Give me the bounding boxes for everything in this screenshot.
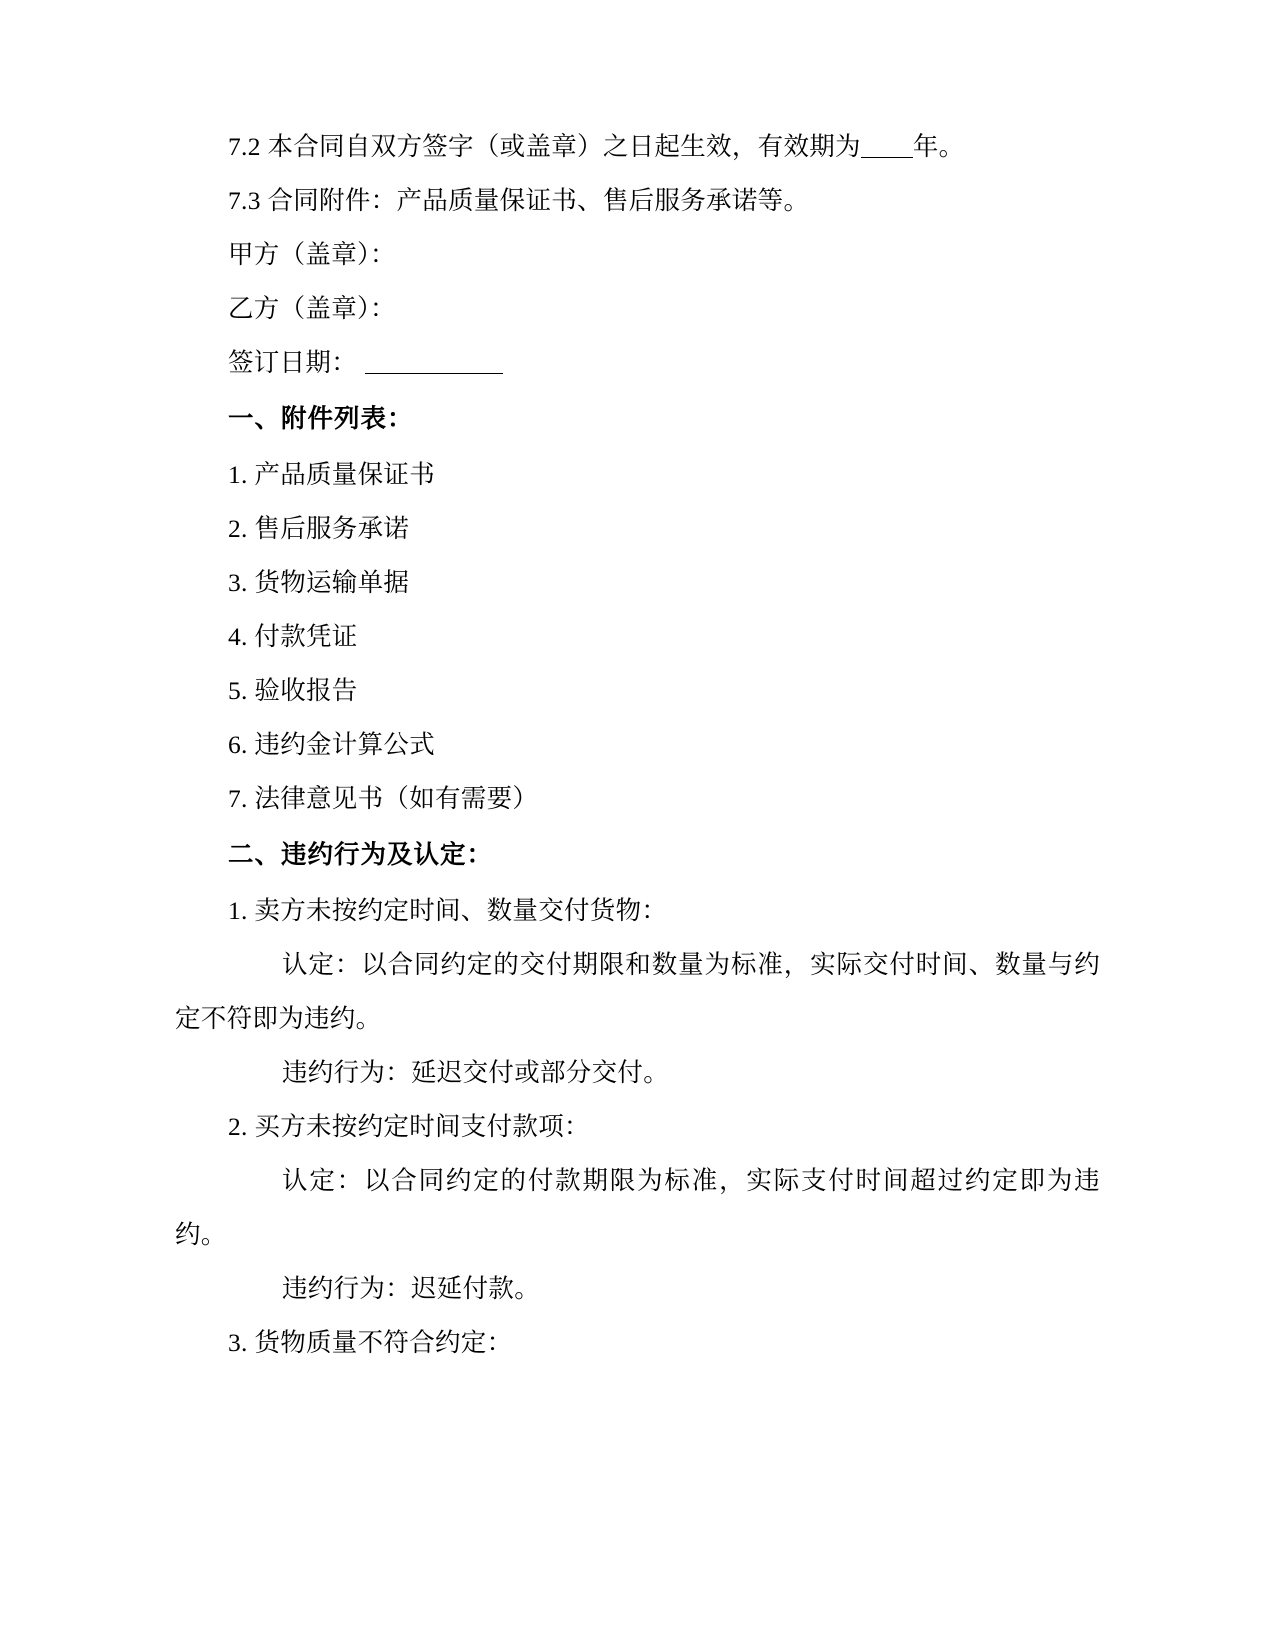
breach-entry-3-title: 3. 货物质量不符合约定： <box>228 1328 513 1357</box>
clause-7-2-text-before: 7.2 本合同自双方签字（或盖章）之日起生效，有效期为 <box>228 132 861 161</box>
clause-7-2-text-after: 年。 <box>912 132 965 161</box>
party-b-signature-line: 乙方（盖章）： <box>228 294 396 323</box>
section-two-heading: 二、违约行为及认定： <box>228 840 494 869</box>
validity-years-blank[interactable] <box>861 135 913 158</box>
attachment-item-1: 1. 产品质量保证书 <box>228 460 436 489</box>
section-one-heading: 一、附件列表： <box>228 404 414 433</box>
breach-entry-1-determination: 认定：以合同约定的交付期限和数量为标准，实际交付时间、数量与约定不符即为违约。 <box>175 950 1100 1033</box>
attachment-item-2: 2. 售后服务承诺 <box>228 514 410 543</box>
clause-7-3: 7.3 合同附件：产品质量保证书、售后服务承诺等。 <box>228 186 810 215</box>
signing-date-label: 签订日期： <box>228 348 358 377</box>
breach-entry-2-behavior: 违约行为：迟延付款。 <box>282 1274 541 1303</box>
party-a-signature-line: 甲方（盖章）： <box>228 240 396 269</box>
attachment-item-3: 3. 货物运输单据 <box>228 568 410 597</box>
document-body <box>175 120 1100 1370</box>
clause-7-2 <box>175 120 1100 174</box>
breach-entry-1-behavior: 违约行为：延迟交付或部分交付。 <box>282 1058 670 1087</box>
attachment-item-4: 4. 付款凭证 <box>228 622 358 651</box>
breach-entry-1-title: 1. 卖方未按约定时间、数量交付货物： <box>228 896 668 925</box>
signing-date-line <box>175 336 1100 390</box>
attachment-item-7: 7. 法律意见书（如有需要） <box>228 784 539 813</box>
breach-entry-2-title: 2. 买方未按约定时间支付款项： <box>228 1112 590 1141</box>
attachment-item-6: 6. 违约金计算公式 <box>228 730 436 759</box>
attachment-item-5: 5. 验收报告 <box>228 676 358 705</box>
signing-date-blank[interactable] <box>365 351 503 374</box>
breach-entry-2-determination: 认定：以合同约定的付款期限为标准，实际支付时间超过约定即为违约。 <box>175 1166 1100 1249</box>
